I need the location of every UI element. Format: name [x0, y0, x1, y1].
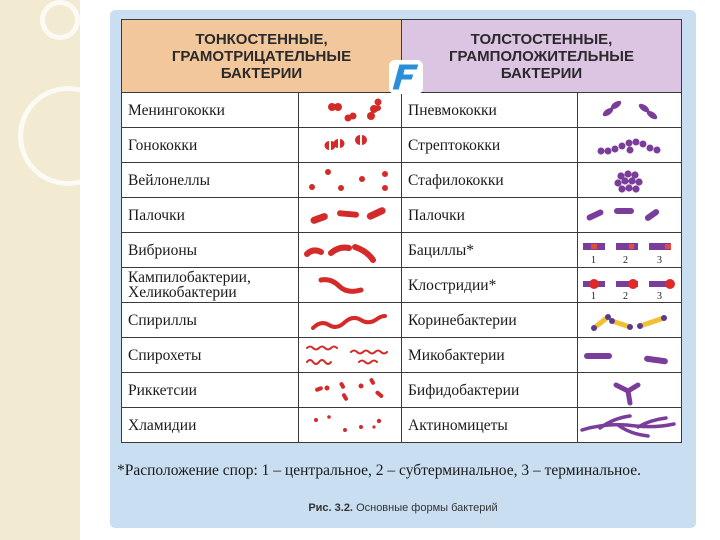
row-label-left-line: Хеликобактерии [128, 284, 237, 301]
clostridia-illustration [578, 268, 682, 303]
meningococci-illustration [299, 93, 402, 127]
corynebacteria-illustration [578, 303, 682, 338]
spore-position-footnote: *Расположение спор: 1 – центральное, 2 – субтерминальное, 3 – терминальное. [117, 462, 642, 479]
corynebacteria-illustration [578, 303, 682, 337]
table-row [122, 338, 682, 373]
row-label-right: Бифидобактерии [402, 373, 578, 408]
figure-caption [110, 502, 696, 514]
actinomycetes-illustration [578, 408, 682, 443]
row-label-right: Микобактерии [402, 338, 578, 373]
publisher-logo [389, 60, 423, 94]
row-label-left-line: Кампилобактерии, [128, 269, 251, 286]
row-label-right: Пневмококки [402, 93, 578, 128]
spore-position-label: 2 [623, 291, 628, 302]
spore-position-label: 1 [591, 255, 596, 266]
clostridia-illustration [578, 268, 682, 302]
row-label-right: Клостридии* [402, 268, 578, 303]
rods-gram-negative-illustration [299, 198, 402, 232]
spirochetes-illustration [299, 338, 402, 373]
bifidobacteria-illustration [578, 373, 682, 407]
streptococci-illustration [578, 128, 682, 163]
header-gram-negative [122, 20, 402, 93]
gonococci-illustration [299, 128, 402, 163]
pneumococci-illustration [578, 93, 682, 128]
header-left-line: ТОНКОСТЕННЫЕ, [195, 30, 328, 48]
pneumococci-illustration [578, 93, 682, 127]
table-row [122, 408, 682, 443]
vibrio-illustration [299, 233, 402, 267]
row-label-left [122, 268, 299, 303]
rods-gram-positive-illustration [578, 198, 682, 233]
spore-position-label: 2 [623, 255, 628, 266]
spore-position-label: 1 [591, 291, 596, 302]
header-gram-positive [402, 20, 682, 93]
bacilli-illustration [578, 233, 682, 268]
row-label-right: Коринебактерии [402, 303, 578, 338]
table-row [122, 233, 682, 268]
spirilla-illustration [299, 303, 402, 338]
header-right-line: БАКТЕРИИ [500, 64, 583, 82]
row-label-left: Риккетсии [122, 373, 299, 408]
actinomycetes-illustration [578, 408, 682, 442]
chlamydia-illustration [299, 408, 402, 443]
row-label-left: Хламидии [122, 408, 299, 443]
row-label-right: Палочки [402, 198, 578, 233]
chlamydia-illustration [299, 408, 402, 442]
rickettsia-illustration [299, 373, 402, 407]
rods-gram-negative-illustration [299, 198, 402, 233]
row-label-right: Бациллы* [402, 233, 578, 268]
row-label-left: Палочки [122, 198, 299, 233]
spirilla-illustration [299, 303, 402, 337]
spirochetes-illustration [299, 338, 402, 372]
table-row [122, 93, 682, 128]
rickettsia-illustration [299, 373, 402, 408]
decorative-circle [18, 86, 118, 186]
row-label-left: Гонококки [122, 128, 299, 163]
mycobacteria-illustration [578, 338, 682, 373]
campylobacter-illustration [299, 268, 402, 303]
row-label-left: Спириллы [122, 303, 299, 338]
bacilli-illustration [578, 233, 682, 267]
header-right-line: ГРАМПОЛОЖИТЕЛЬНЫЕ [449, 47, 634, 65]
veillonella-illustration [299, 163, 402, 197]
table-row [122, 373, 682, 408]
header-left-line: ГРАМОТРИЦАТЕЛЬНЫЕ [171, 47, 352, 65]
row-label-left: Вейлонеллы [122, 163, 299, 198]
staphylococci-illustration [578, 163, 682, 197]
publisher-logo-icon [389, 60, 423, 94]
spore-position-label: 3 [657, 291, 662, 302]
figure-caption-number: Рис. 3.2. [308, 502, 353, 514]
header-left-line: БАКТЕРИИ [220, 64, 303, 82]
row-label-right: Актиномицеты [402, 408, 578, 443]
meningococci-illustration [299, 93, 402, 128]
bifidobacteria-illustration [578, 373, 682, 408]
table-row [122, 163, 682, 198]
veillonella-illustration [299, 163, 402, 198]
table-row [122, 198, 682, 233]
campylobacter-illustration [299, 268, 402, 302]
vibrio-illustration [299, 233, 402, 268]
figure-caption-text: Основные формы бактерий [356, 502, 498, 514]
spore-position-label: 3 [657, 255, 662, 266]
row-label-left: Менингококки [122, 93, 299, 128]
row-label-left: Спирохеты [122, 338, 299, 373]
decorative-left-strip [0, 0, 80, 540]
rods-gram-positive-illustration [578, 198, 682, 232]
table-row [122, 128, 682, 163]
staphylococci-illustration [578, 163, 682, 198]
row-label-right: Стрептококки [402, 128, 578, 163]
row-label-left: Вибрионы [122, 233, 299, 268]
mycobacteria-illustration [578, 338, 682, 372]
header-right-line: ТОЛСТОСТЕННЫЕ, [470, 30, 613, 48]
row-label-right: Стафилококки [402, 163, 578, 198]
streptococci-illustration [578, 128, 682, 162]
gonococci-illustration [299, 128, 402, 162]
table-row [122, 303, 682, 338]
table-row [122, 268, 682, 303]
decorative-circle [40, 0, 80, 40]
